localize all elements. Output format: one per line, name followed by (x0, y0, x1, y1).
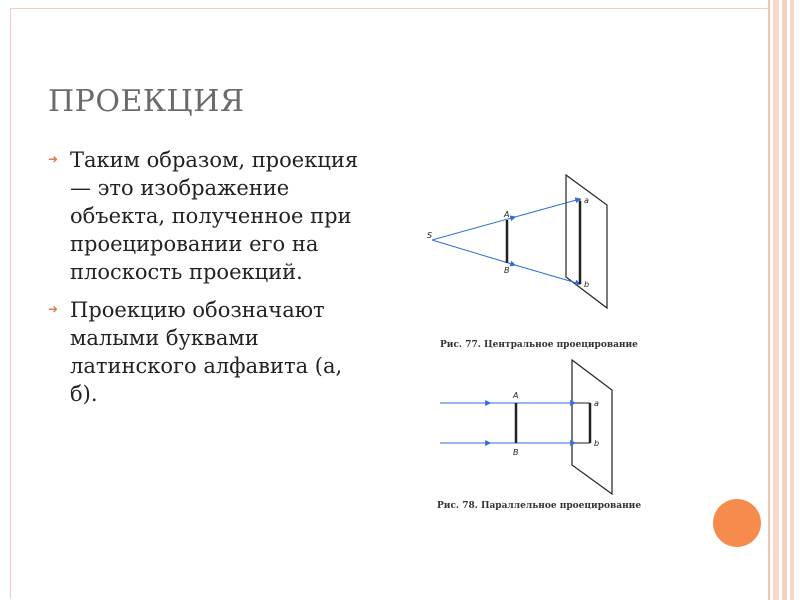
bullet-list (48, 146, 370, 418)
label-object-top: A (513, 391, 519, 400)
decorative-stripe (790, 0, 794, 600)
slide-title: ПРОЕКЦИЯ (48, 84, 245, 119)
bullet-item (48, 296, 370, 408)
decorative-stripe (768, 0, 770, 600)
projection-ray (432, 240, 515, 265)
projection-plane (572, 360, 612, 494)
label-source: S (427, 231, 433, 240)
projection-ray (515, 199, 580, 217)
bullet-item (48, 146, 370, 286)
projection-ray (515, 265, 580, 284)
central-projection-figure (420, 165, 630, 310)
label-object-top: A (504, 210, 510, 219)
figure-caption: Рис. 77. Центральное проецирование (440, 340, 638, 350)
bullet-arrow-icon: ➜ (48, 302, 59, 316)
label-proj-bottom: b (584, 280, 590, 289)
label-object-bottom: B (504, 266, 510, 275)
label-proj-top: a (594, 399, 599, 408)
bullet-arrow-icon: ➜ (48, 152, 59, 166)
projection-ray (432, 217, 515, 240)
label-proj-bottom: b (594, 439, 600, 448)
decorative-orange-dot (713, 499, 761, 547)
decorative-stripe (773, 0, 779, 600)
decorative-stripe (782, 0, 787, 600)
parallel-projection-figure (420, 355, 630, 495)
label-object-bottom: B (513, 448, 519, 457)
label-proj-top: a (584, 196, 589, 205)
bullet-text: Проекцию обозначают малыми буквами латинского алфавита (а, б). (70, 298, 343, 406)
bullet-text: Таким образом, проекция — это изображение объекта, полученное при проецировании его на плоскость проекций. (70, 148, 359, 284)
figure-caption: Рис. 78. Параллельное проецирование (437, 501, 642, 511)
